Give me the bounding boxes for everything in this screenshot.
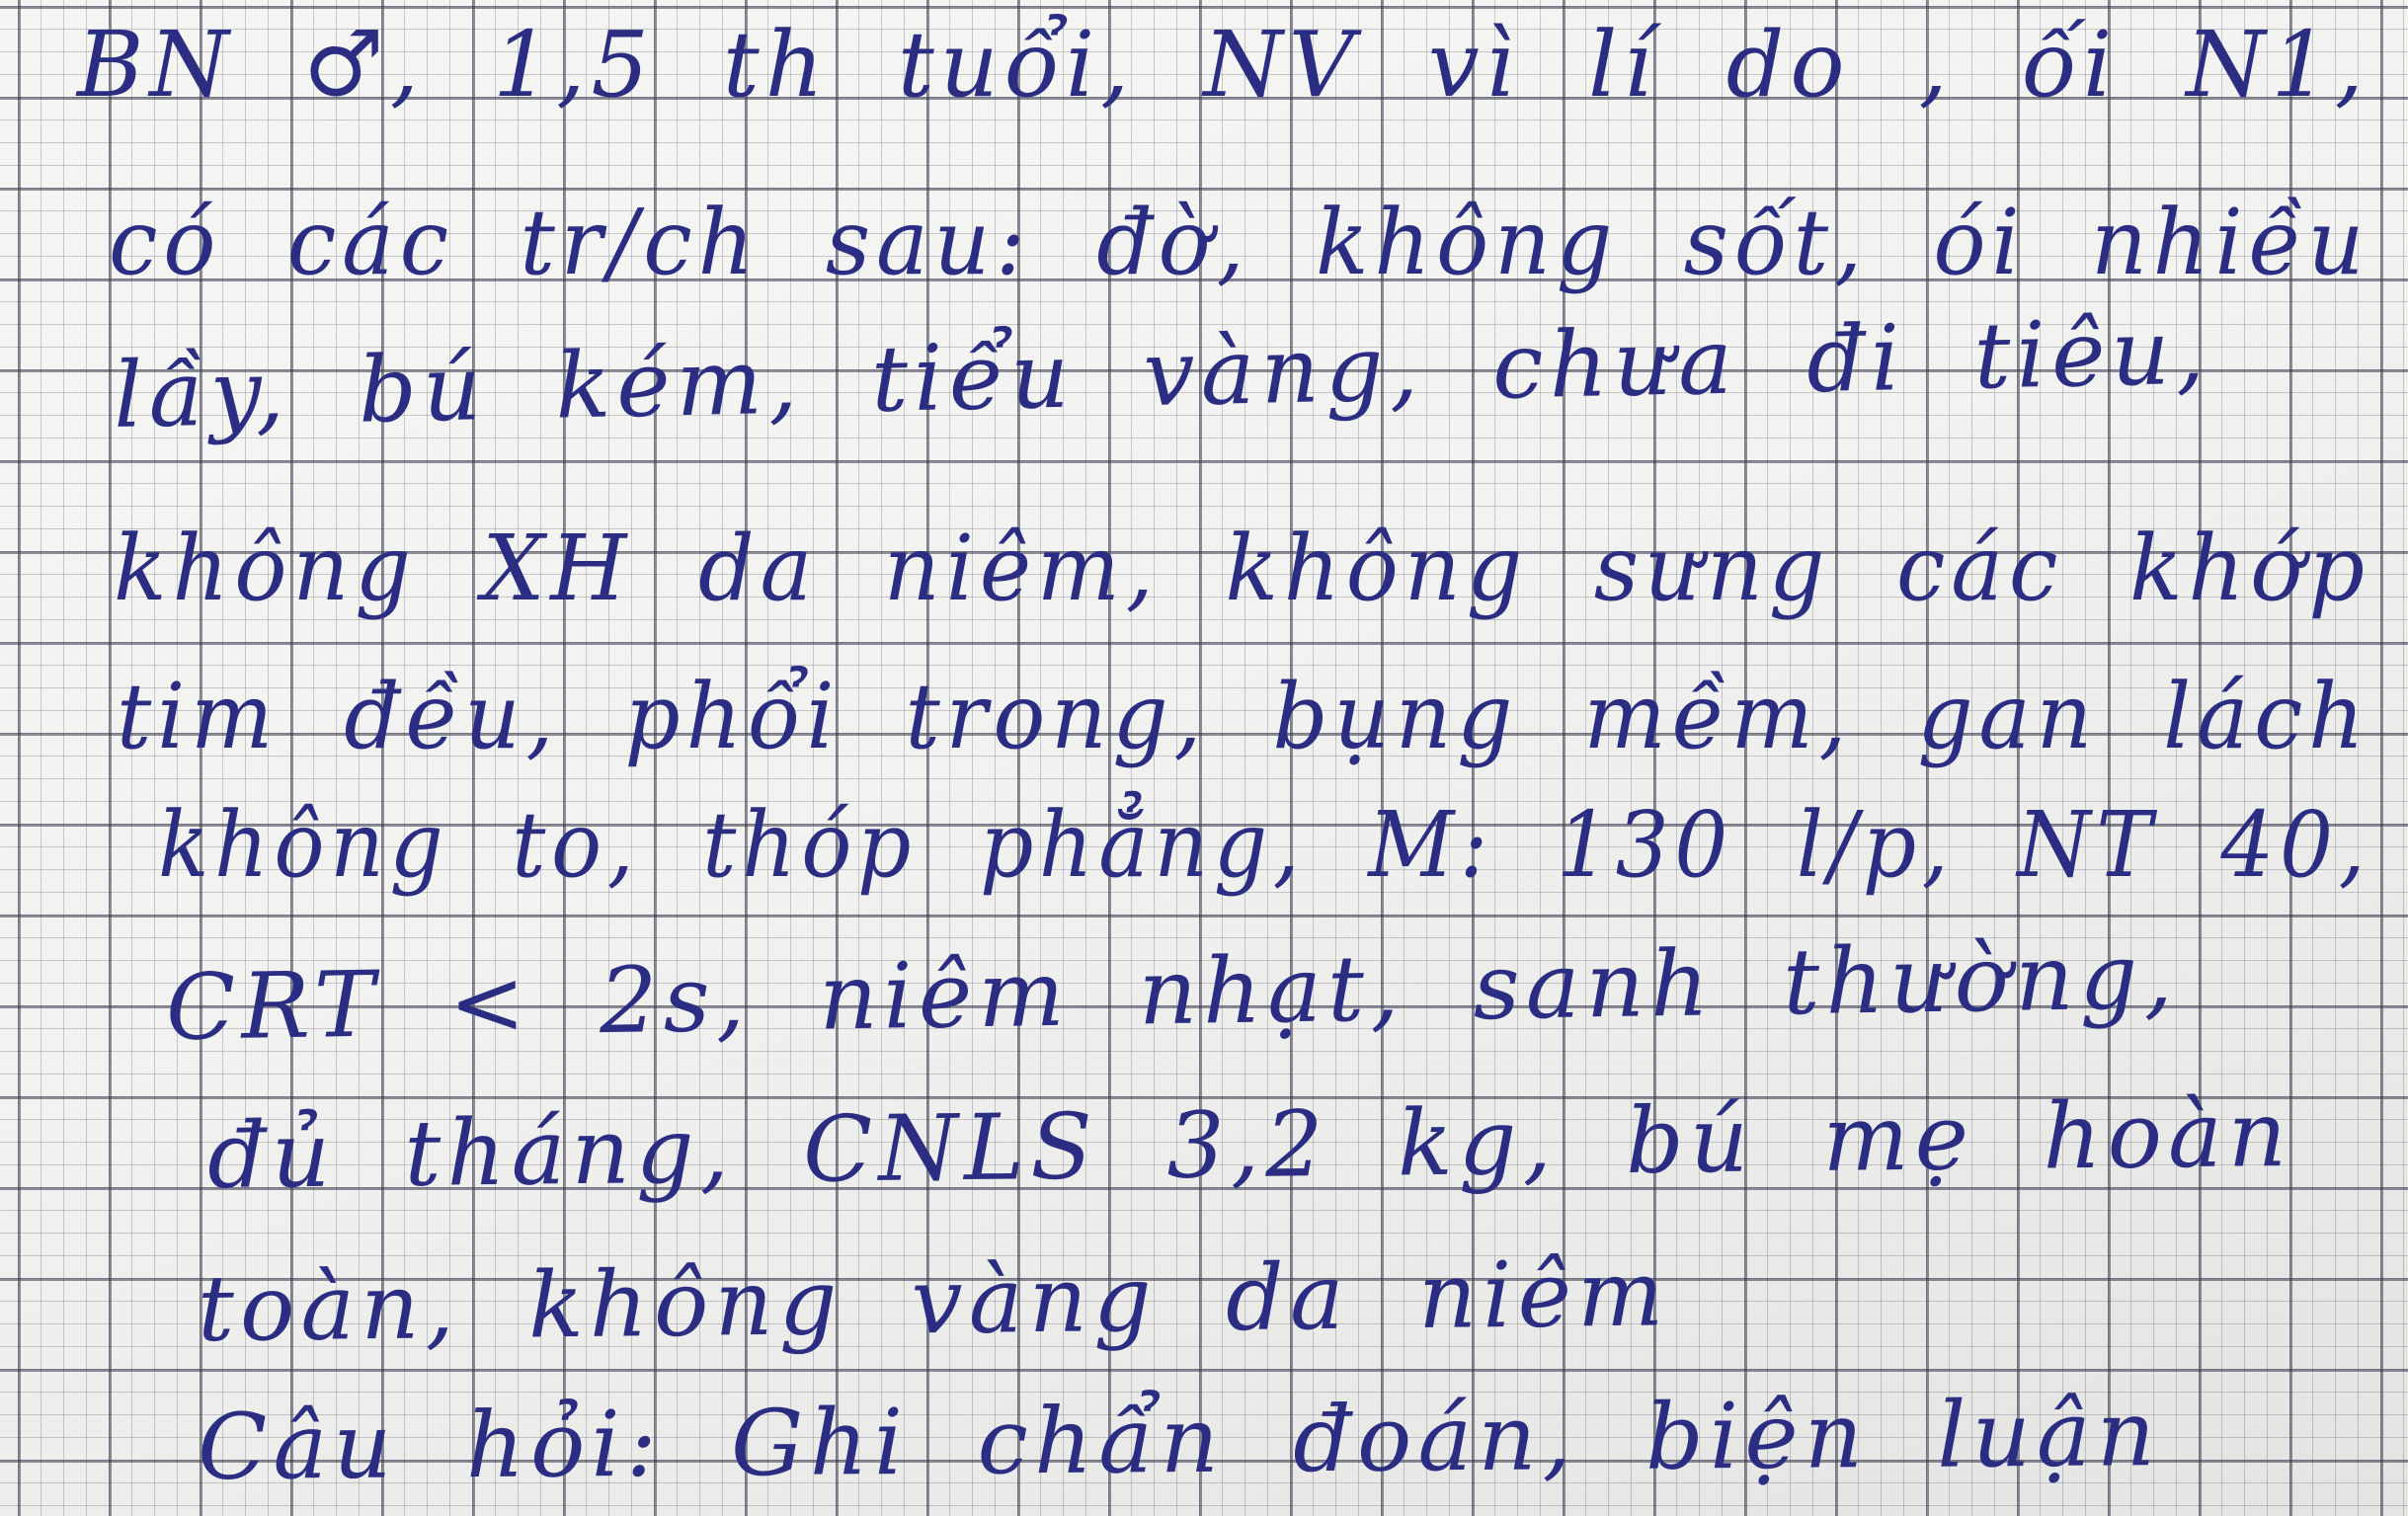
note-line-9: toàn, không vàng da niêm: [197, 1240, 1670, 1362]
note-line-8: đủ tháng, CNLS 3,2 kg, bú mẹ hoàn: [206, 1080, 2293, 1209]
note-line-2: có các tr/ch sau: đờ, không sốt, ói nhiều: [109, 190, 2370, 295]
note-line-4: không XH da niêm, không sưng các khớp: [114, 516, 2370, 621]
note-line-6: không to, thóp phẳng, M: 130 l/p, NT 40,: [158, 792, 2371, 898]
note-line-5: tim đều, phổi trong, bụng mềm, gan lách: [117, 664, 2370, 769]
note-line-3: lầy, bú kém, tiểu vàng, chưa đi tiêu,: [112, 298, 2211, 448]
note-line-1: BN ♂, 1,5 th tuổi, NV vì lí do , ối N1,: [77, 12, 2369, 118]
note-question-line: Câu hỏi: Ghi chẩn đoán, biện luận: [197, 1381, 2162, 1500]
note-line-7: CRT < 2s, niêm nhạt, sanh thường,: [165, 922, 2180, 1061]
